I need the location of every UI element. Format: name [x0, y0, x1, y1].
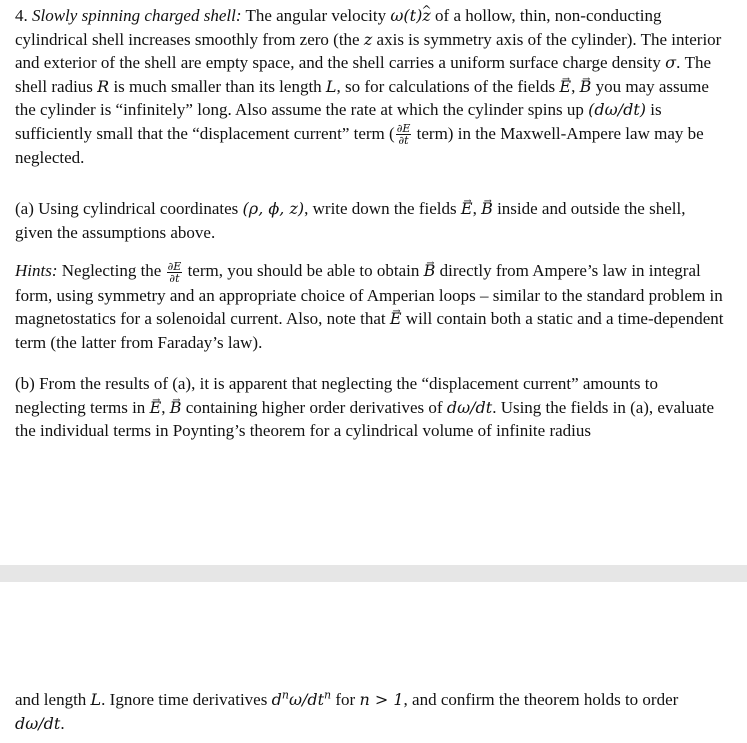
spin-up-rate: (dω/dt): [588, 100, 646, 119]
problem-title: Slowly spinning charged shell:: [32, 6, 242, 25]
part-b-paragraph: (b) From the results of (a), it is apparent that neglecting the “displacement current” amounts to neglecting terms in E →, B → containing higher order derivatives of dω/dt. Using the fields in (a), evaluate the individual terms in Poynting’s theorem for a cylindrical volume of infinite radius: [15, 372, 727, 443]
z-axis-symbol: z: [363, 29, 373, 49]
sigma-symbol: σ: [665, 53, 677, 72]
b-field-symbol: B →: [424, 259, 436, 283]
omega-derivative: dω/dt: [446, 397, 493, 417]
displacement-current-fraction: $\frac{\partial E}{\partial t}$: [167, 259, 182, 285]
length-symbol: L: [325, 76, 337, 96]
radius-symbol: R: [97, 76, 110, 96]
part-a-paragraph: (a) Using cylindrical coordinates (ρ, ϕ, z), write down the fields E →, B → inside and outside the shell, given the assumptions above.: [15, 197, 727, 244]
hints-label: Hints:: [15, 261, 58, 280]
omega-of-t: ω(t): [390, 6, 423, 25]
displacement-current-fraction: $\frac{\partial E}{\partial t}$: [396, 122, 411, 148]
z-hat: z ^: [422, 4, 430, 28]
length-symbol: L: [90, 690, 102, 709]
b-field-symbol: B →: [481, 197, 493, 221]
e-field-symbol: E →: [150, 396, 162, 420]
omega-derivative: dω/dt: [15, 713, 61, 733]
cylindrical-coordinates: (ρ, ϕ, z): [242, 199, 305, 218]
part-b-continuation: and length L. Ignore time derivatives $d^n\omega/dt^n$ for n > 1, and confirm the theorem holds to order dω/dt.: [15, 688, 679, 733]
problem-intro-paragraph: 4. Slowly spinning charged shell: The angular velocity ω(t)z ^ of a hollow, thin, non-conducting cylindrical shell increases smoothly from zero (the z axis is symmetry axis of the cylinder). The interior and exterior of the shell are empty space, and the shell carries a uniform surface charge density σ. The shell radius R is much smaller than its length L, so for calculations of the fields E →, B → you may assume the cylinder is “infinitely” long. Also assume the rate at which the cylinder spins up (dω/dt) is sufficiently small that the “displacement current” term ( $\frac{\partial E}{\partial t}$ term) in the Maxwell-Ampere law may be neglected.: [15, 4, 727, 170]
e-field-symbol: E →: [559, 75, 571, 99]
higher-derivative: $d^n\omega/dt^n$: [271, 688, 332, 709]
page-break-divider: [0, 565, 747, 582]
b-field-symbol: B →: [580, 75, 592, 99]
e-field-symbol: E →: [461, 197, 473, 221]
problem-number: 4.: [15, 6, 28, 25]
b-field-symbol: B →: [170, 396, 182, 420]
hints-paragraph: Hints: Neglecting the $\frac{\partial E}{\partial t}$ term, you should be able to obtain B → directly from Ampere’s law in integral form, using symmetry and an appropriate choice of Amperian loops – similar to the standard problem in magnetostatics for a solenoidal current. Also, note that E → will contain both a static and a time-dependent term (the latter from Faraday’s law).: [15, 259, 727, 354]
e-field-symbol: E →: [390, 307, 402, 331]
n-condition: n > 1: [359, 690, 404, 709]
